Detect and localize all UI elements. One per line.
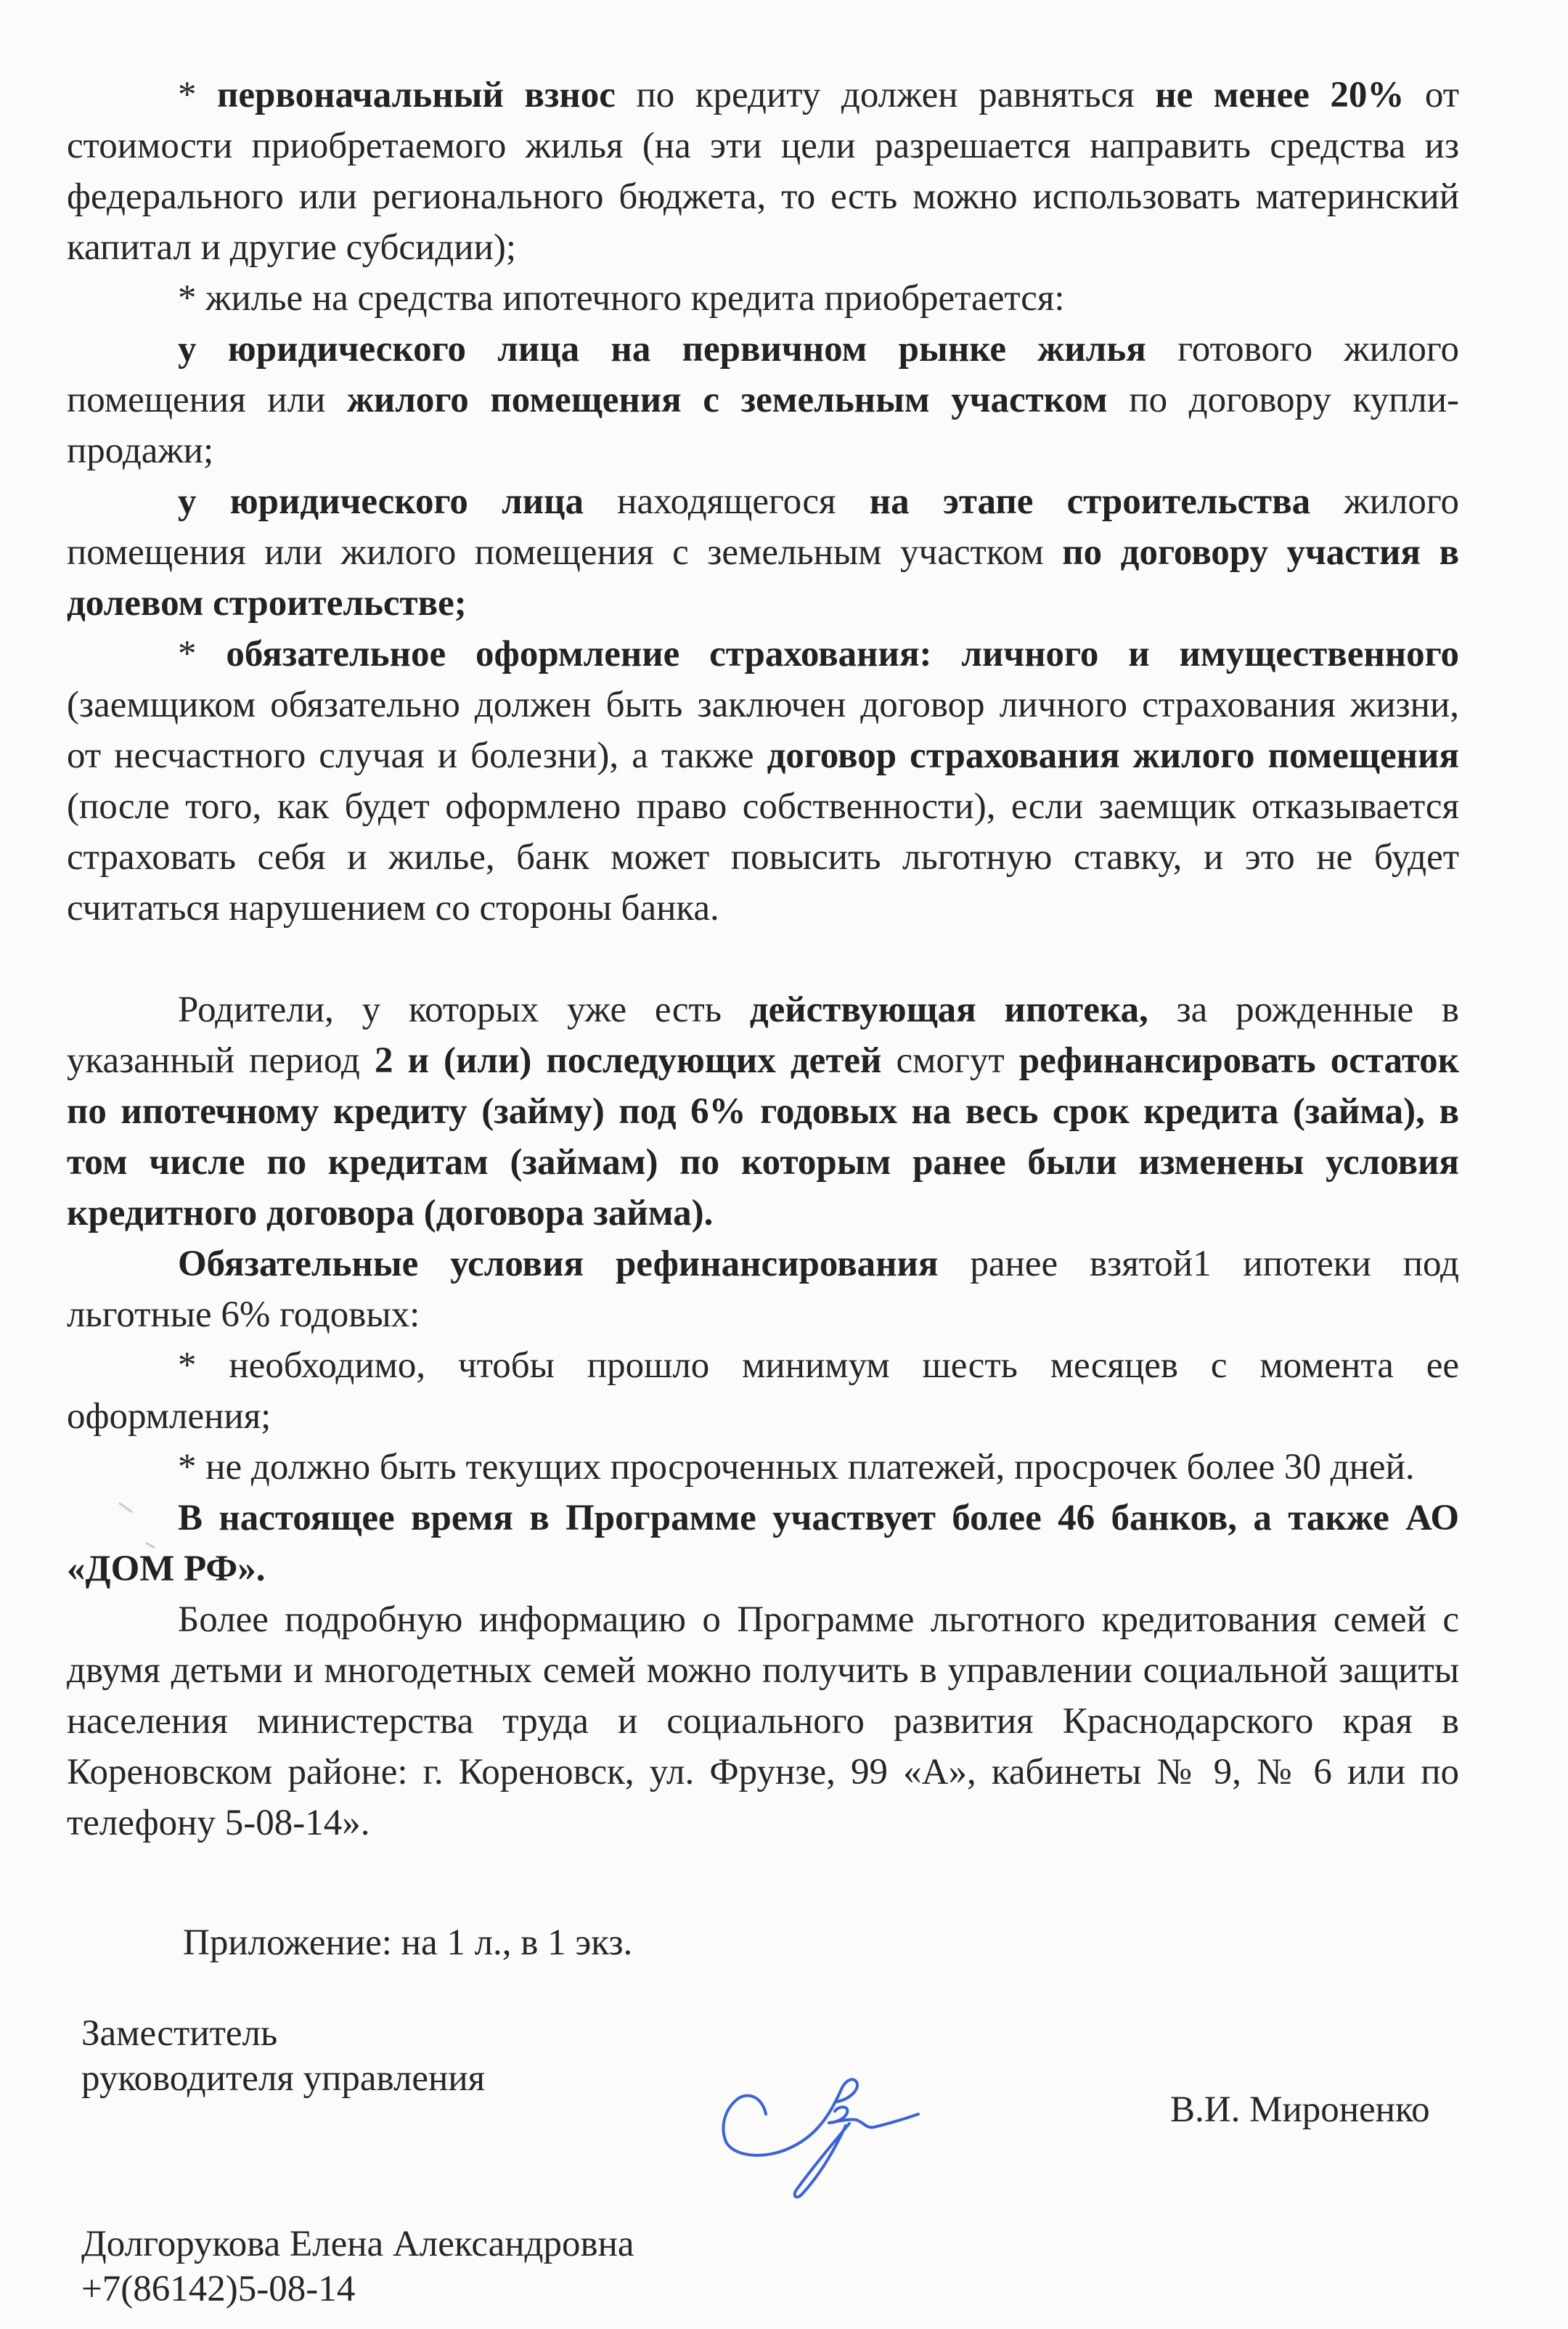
bold-text-segment: не менее 20% (1155, 75, 1405, 115)
paragraph-construction-stage (67, 476, 1459, 629)
text-segment: * не должно быть текущих просроченных платежей, просрочек более 30 дней. (178, 1447, 1415, 1488)
text-segment: жилого помещения или жилого помещения с земельным участком (67, 481, 1459, 573)
bold-text-segment: на этапе строительства (869, 481, 1311, 522)
text-segment: * (178, 634, 226, 674)
bold-text-segment: у юридического лица (178, 481, 584, 522)
bold-text-segment: действующая ипотека, (749, 990, 1148, 1030)
text-segment: Более подробную информацию о Программе льготного кредитования семей с двумя детьми и многодетных семей можно получить в управлении социальной защиты населения министерства труда и социального развития Краснодарского края в Кореновском районе: г. Кореновск, ул. Фрунзе, 99 «А», кабинеты № 9, № 6 или по телефону 5-08-14». (67, 1599, 1459, 1843)
text-segment: (после того, как будет оформлено право собственности), если заемщик отказывается страховать себя и жилье, банк может повысить льготную ставку, и это не будет считаться нарушением со стороны банка. (67, 786, 1459, 929)
executor-name: Долгорукова Елена Александровна (81, 2224, 634, 2264)
bold-text-segment: у юридического лица на первичном рынке жилья (178, 329, 1146, 370)
bold-text-segment: жилого помещения с земельным участком (346, 380, 1108, 420)
paragraph-condition-six-months (67, 1340, 1459, 1442)
signatory-position-line1: Заместитель (81, 2013, 278, 2054)
handwritten-signature-icon (711, 2069, 929, 2214)
paragraph-down-payment (67, 70, 1459, 273)
text-segment: от стоимости приобретаемого жилья (на эти цели разрешается направить средства из федерального или регионального бюджета, то есть можно использовать материнский капитал и другие субсидии); (67, 75, 1460, 268)
paragraph-refinancing-conditions (67, 1239, 1459, 1340)
bold-text-segment: 2 и (или) последующих детей (374, 1040, 882, 1081)
paragraph-refinancing (67, 984, 1459, 1239)
paragraph-condition-no-overdue (67, 1442, 1459, 1493)
paragraph-spacer (67, 934, 1459, 984)
paragraph-primary-market (67, 324, 1459, 476)
paragraph-banks-count (67, 1493, 1459, 1594)
text-segment: по кредиту должен равняться (615, 75, 1156, 115)
text-segment: Родители, у которых уже есть (178, 990, 750, 1030)
text-segment: по договору купли-продажи; (67, 380, 1460, 471)
executor-phone: +7(86142)5-08-14 (81, 2269, 356, 2309)
text-segment: готового жилого помещения или (67, 329, 1459, 420)
bold-text-segment: рефинансировать остаток по ипотечному кредиту (займу) под 6% годовых на весь срок кредита (займа), в том числе по кредитам (займам) по которым ранее были изменены условия кредитного договора (договора займа). (67, 1040, 1459, 1233)
text-segment: за рожденные в указанный период (67, 990, 1460, 1081)
bold-text-segment: Обязательные условия рефинансирования (178, 1244, 939, 1284)
bold-text-segment: В настоящее время в Программе участвует более 46 банков, а также АО «ДОМ РФ». (67, 1498, 1459, 1589)
text-segment: * жилье на средства ипотечного кредита приобретается: (178, 278, 1065, 319)
text-segment: (заемщиком обязательно должен быть заключен договор личного страхования жизни, от несчастного случая и болезни), а также (67, 685, 1459, 776)
signatory-name: В.И. Мироненко (1170, 2089, 1430, 2130)
paragraph-more-info (67, 1594, 1459, 1848)
annex-note: Приложение: на 1 л., в 1 экз. (183, 1922, 633, 1963)
paragraph-insurance (67, 629, 1459, 934)
bold-text-segment: первоначальный взнос (217, 75, 616, 115)
bold-text-segment: по договору участия в долевом строительстве; (67, 532, 1459, 624)
document-body (67, 70, 1459, 1848)
text-segment: * необходимо, чтобы прошло минимум шесть месяцев с момента ее оформления; (67, 1345, 1459, 1437)
executor-block (81, 2222, 634, 2312)
signatory-position-line2: руководителя управления (81, 2058, 486, 2099)
bold-text-segment: обязательное оформление страхования: личного и имущественного (226, 634, 1460, 674)
paragraph-housing-purchase (67, 273, 1459, 324)
text-segment: ранее взятой1 ипотеки под льготные 6% годовых: (67, 1244, 1459, 1335)
text-segment: находящегося (583, 481, 870, 522)
text-segment: смогут (881, 1040, 1019, 1081)
signatory-position (81, 2011, 485, 2101)
bold-text-segment: договор страхования жилого помещения (767, 735, 1459, 776)
text-segment: * (178, 75, 218, 115)
